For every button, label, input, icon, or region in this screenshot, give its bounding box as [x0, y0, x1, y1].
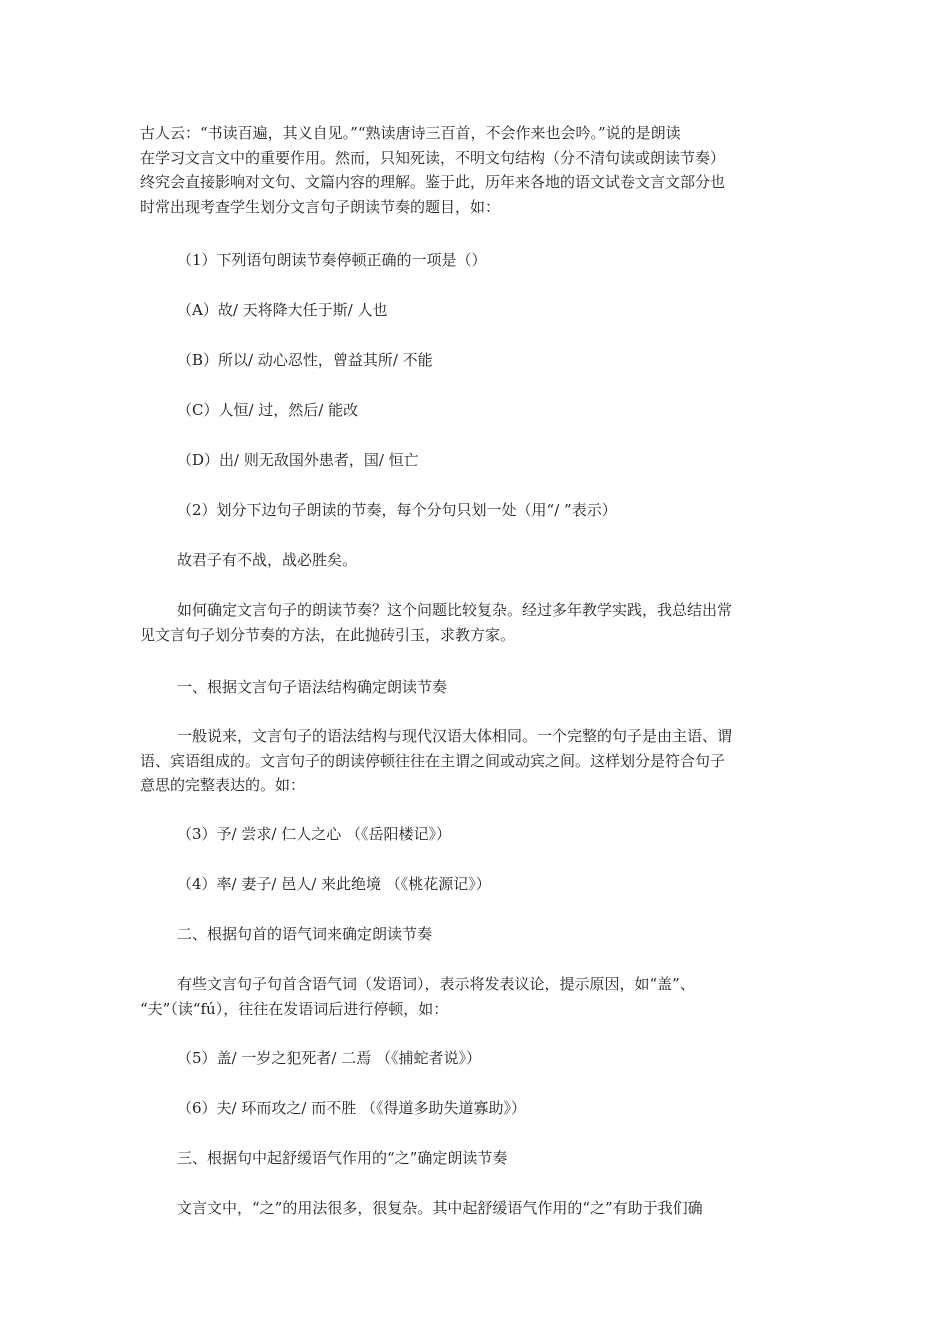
question-1: （1）下列语句朗读节奏停顿正确的一项是（） — [177, 251, 487, 269]
question-2-sentence: 故君子有不战，战必胜矣。 — [177, 551, 358, 569]
example-5-text: （5）盖/ 一岁之犯死者/ 二焉 — [177, 1049, 372, 1067]
h1-body-line-3: 意思的完整表达的。如： — [140, 776, 306, 794]
heading-1: 一、根据文言句子语法结构确定朗读节奏 — [177, 678, 448, 696]
example-4-text: （4）率/ 妻子/ 邑人/ 来此绝境 — [177, 875, 382, 893]
example-6-source: （《得道多助失道寡助》） — [360, 1099, 526, 1117]
option-d: （D）出/ 则无敌国外患者，国/ 恒亡 — [177, 451, 419, 469]
h2-body-line-1: 有些文言句子句首含语气词（发语词），表示将发表议论，提示原因，如“盖”、 — [177, 975, 695, 993]
example-6 — [177, 1096, 812, 1121]
example-3-source: （《岳阳楼记》） — [345, 825, 451, 843]
how-line-2: 见文言句子划分节奏的方法，在此抛砖引玉，求教方家。 — [140, 626, 516, 644]
example-5 — [177, 1046, 812, 1071]
h1-body-line-1: 一般说来，文言句子的语法结构与现代汉语大体相同。一个完整的句子是由主语、谓 — [177, 727, 733, 745]
example-3-text: （3）予/ 尝求/ 仁人之心 — [177, 825, 342, 843]
h2-body-line-2: “夫”（读“fú），往往在发语词后进行停顿，如： — [140, 1000, 449, 1018]
example-6-text: （6）夫/ 环而攻之/ 而不胜 — [177, 1099, 357, 1117]
example-4 — [177, 872, 812, 897]
example-5-source: （《捕蛇者说》） — [375, 1049, 481, 1067]
how-line-1: 如何确定文言句子的朗读节奏？这个问题比较复杂。经过多年教学实践，我总结出常 — [177, 601, 733, 619]
h3-body-line-1: 文言文中，“之”的用法很多，很复杂。其中起舒缓语气作用的“之”有助于我们确 — [177, 1199, 703, 1217]
option-c: （C）人恒/ 过，然后/ 能改 — [177, 401, 359, 419]
heading-2: 二、根据句首的语气词来确定朗读节奏 — [177, 925, 433, 943]
question-2: （2）划分下边句子朗读的节奏，每个分句只划一处（用“/ ”表示） — [177, 501, 617, 519]
intro-line-2: 在学习文言文中的重要作用。然而，只知死读，不明文句结构（分不清句读或朗读节奏） — [140, 149, 726, 167]
option-a: （A）故/ 天将降大任于斯/ 人也 — [177, 301, 388, 319]
intro-line-4: 时常出现考查学生划分文言句子朗读节奏的题目，如： — [140, 198, 501, 216]
example-3 — [177, 822, 812, 847]
heading-3: 三、根据句中起舒缓语气作用的“之”确定朗读节奏 — [177, 1149, 508, 1167]
intro-line-3: 终究会直接影响对文句、文篇内容的理解。鉴于此，历年来各地的语文试卷文言文部分也 — [140, 173, 726, 191]
h1-body-line-2: 语、宾语组成的。文言句子的朗读停顿往往在主谓之间或动宾之间。这样划分是符合句子 — [140, 752, 726, 770]
example-4-source: （《桃花源记》） — [385, 875, 491, 893]
intro-line-1: 古人云：“书读百遍，其义自见。”“熟读唐诗三百首，不会作来也会吟。”说的是朗读 — [140, 124, 681, 142]
option-b: （B）所以/ 动心忍性，曾益其所/ 不能 — [177, 351, 433, 369]
